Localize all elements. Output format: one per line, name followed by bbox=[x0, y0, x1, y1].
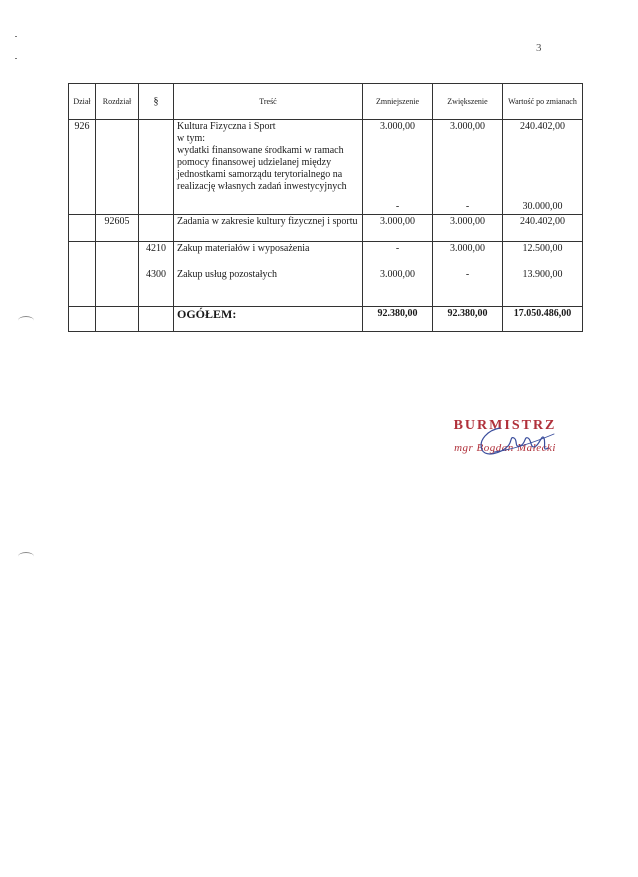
header-rozdzial: Rozdział bbox=[96, 84, 139, 120]
total-label: OGÓŁEM: bbox=[174, 307, 363, 332]
table-row-92605 bbox=[69, 215, 583, 242]
stamp-title: BURMISTRZ bbox=[453, 418, 557, 433]
total-wartosc: 17.050.486,00 bbox=[503, 307, 583, 332]
cell-zwiekszenie: 3.000,00 bbox=[433, 215, 503, 242]
scan-artifact-mark bbox=[18, 552, 34, 561]
value-wartosc-sub: 30.000,00 bbox=[522, 201, 563, 212]
value-zmniejszenie: 3.000,00 bbox=[380, 121, 415, 132]
handwritten-signature bbox=[470, 424, 560, 460]
cell-dzial-empty bbox=[69, 307, 96, 332]
wartosc-4300: 13.900,00 bbox=[522, 269, 563, 280]
paragraf-4300: 4300 bbox=[146, 269, 166, 280]
zmniejszenie-4300: 3.000,00 bbox=[380, 269, 415, 280]
cell-tresc bbox=[174, 120, 363, 215]
cell-rozdzial: 92605 bbox=[96, 215, 139, 242]
cell-paragraf-empty bbox=[139, 120, 174, 215]
page-number: 3 bbox=[536, 42, 542, 54]
value-zwiekszenie-sub: - bbox=[465, 201, 470, 212]
total-zmniejszenie: 92.380,00 bbox=[363, 307, 433, 332]
cell-dzial: 926 bbox=[69, 120, 96, 215]
cell-rozdzial-empty bbox=[96, 307, 139, 332]
header-paragraf: § bbox=[139, 84, 174, 120]
total-zwiekszenie: 92.380,00 bbox=[433, 307, 503, 332]
zmniejszenie-4210: - bbox=[395, 243, 400, 254]
cell-zmniejszenie bbox=[363, 120, 433, 215]
cell-dzial-empty bbox=[69, 242, 96, 307]
cell-wartosc bbox=[503, 242, 583, 307]
cell-tresc: Zadania w zakresie kultury fizycznej i sportu bbox=[174, 215, 363, 242]
paragraf-4210: 4210 bbox=[146, 243, 166, 254]
tresc-line: w tym: bbox=[177, 133, 206, 144]
zwiekszenie-4300: - bbox=[465, 269, 470, 280]
header-zmniejszenie: Zmniejszenie bbox=[363, 84, 433, 120]
scan-artifact-dot bbox=[15, 36, 17, 37]
value-zwiekszenie: 3.000,00 bbox=[450, 121, 485, 132]
scan-artifact-mark bbox=[18, 316, 34, 325]
header-zwiekszenie: Zwiększenie bbox=[433, 84, 503, 120]
cell-wartosc bbox=[503, 120, 583, 215]
header-tresc: Treść bbox=[174, 84, 363, 120]
cell-zmniejszenie: 3.000,00 bbox=[363, 215, 433, 242]
scan-artifact-dot bbox=[15, 58, 17, 59]
cell-tresc bbox=[174, 242, 363, 307]
tresc-line: wydatki finansowane środkami w ramach pomocy finansowej udzielanej między jednostkami samorządu terytorialnego na realizację własnych zadań inwestycyjnych bbox=[177, 145, 347, 192]
cell-zmniejszenie bbox=[363, 242, 433, 307]
cell-zwiekszenie bbox=[433, 242, 503, 307]
value-zmniejszenie-sub: - bbox=[395, 201, 400, 212]
table-row-total bbox=[69, 307, 583, 332]
budget-table bbox=[68, 83, 583, 332]
cell-paragraf bbox=[139, 242, 174, 307]
cell-paragraf-empty bbox=[139, 307, 174, 332]
tresc-line: Kultura Fizyczna i Sport bbox=[177, 121, 276, 132]
header-dzial: Dział bbox=[69, 84, 96, 120]
table-row-items bbox=[69, 242, 583, 307]
tresc-4210: Zakup materiałów i wyposażenia bbox=[177, 243, 310, 254]
cell-rozdzial-empty bbox=[96, 120, 139, 215]
wartosc-4210: 12.500,00 bbox=[522, 243, 563, 254]
cell-dzial-empty bbox=[69, 215, 96, 242]
zwiekszenie-4210: 3.000,00 bbox=[450, 243, 485, 254]
cell-zwiekszenie bbox=[433, 120, 503, 215]
cell-rozdzial-empty bbox=[96, 242, 139, 307]
cell-paragraf-empty bbox=[139, 215, 174, 242]
cell-wartosc: 240.402,00 bbox=[503, 215, 583, 242]
stamp-name: mgr Bogdan Małecki bbox=[454, 442, 556, 454]
value-wartosc: 240.402,00 bbox=[520, 121, 565, 132]
tresc-4300: Zakup usług pozostałych bbox=[177, 269, 277, 280]
table-row-926 bbox=[69, 120, 583, 215]
table-header-row bbox=[69, 84, 583, 120]
header-wartosc: Wartość po zmianach bbox=[503, 84, 583, 120]
